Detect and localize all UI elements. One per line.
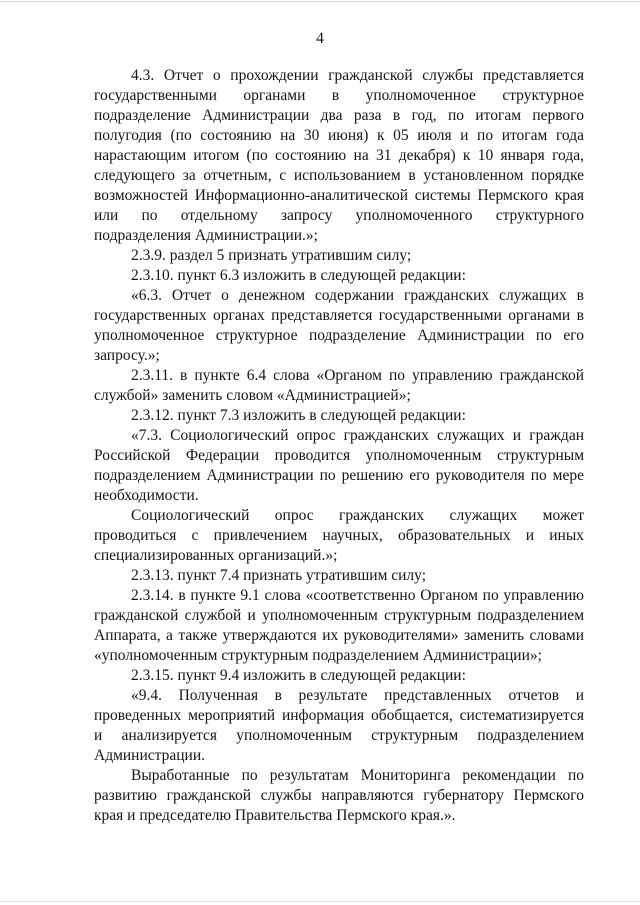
paragraph-7-3: «7.3. Социологический опрос гражданских служащих и граждан Российской Федерации проводится уполномоченным структурным подразделением Администрации по решению его руководителя по мере необходимости. [94, 427, 584, 504]
scan-edge-bottom [0, 901, 640, 902]
paragraph-2-3-9: 2.3.9. раздел 5 признать утратившим силу; [131, 247, 412, 264]
paragraph-survey: Социологический опрос гражданских служащих может проводиться с привлечением научных, образовательных и иных специализированных организаций.»; [94, 507, 584, 564]
paragraph-6-3: «6.3. Отчет о денежном содержании гражданских служащих в государственных органах представляется государственными органами в уполномоченное структурное подразделение Администрации по его запросу.»; [94, 287, 584, 364]
paragraph-9-4: «9.4. Полученная в результате представленных отчетов и проведенных мероприятий информация обобщается, систематизируется и анализируется уполномоченным структурным подразделением Администрации. [94, 687, 584, 764]
document-body [94, 66, 584, 826]
paragraph-2-3-11: 2.3.11. в пункте 6.4 слова «Органом по управлению гражданской службой» заменить словом «Администрацией»; [94, 367, 584, 404]
paragraph-2-3-14: 2.3.14. в пункте 9.1 слова «соответственно Органом по управлению гражданской службой и уполномоченным структурным подразделением Аппарата, а также утверждаются их руководителями» заменить словами «уполномоченным структурным подразделением Администрации»; [94, 587, 584, 664]
paragraph-2-3-10: 2.3.10. пункт 6.3 изложить в следующей редакции: [131, 267, 466, 284]
paragraph-recommendations: Выработанные по результатам Мониторинга рекомендации по развитию гражданской службы направляются губернатору Пермского края и председателю Правительства Пермского края.». [94, 767, 584, 824]
page-number: 4 [316, 30, 324, 47]
paragraph-2-3-12: 2.3.12. пункт 7.3 изложить в следующей редакции: [131, 407, 466, 424]
paragraph-4-3: 4.3. Отчет о прохождении гражданской службы представляется государственными органами в уполномоченное структурное подразделение Администрации два раза в год, по итогам первого полугодия (по состоянию на 30 июня) к 05 июля и по итогам года нарастающим итогом (по состоянию на 31 декабря) к 10 января года, следующего за отчетным, с использованием в установленном порядке возможностей Информационно-аналитической системы Пермского края или по отдельному запросу уполномоченного структурного подразделения Администрации.»; [94, 67, 584, 244]
scan-edge-top [0, 1, 640, 2]
paragraph-2-3-15: 2.3.15. пункт 9.4 изложить в следующей редакции: [131, 667, 466, 684]
paragraph-2-3-13: 2.3.13. пункт 7.4 признать утратившим силу; [131, 567, 427, 584]
